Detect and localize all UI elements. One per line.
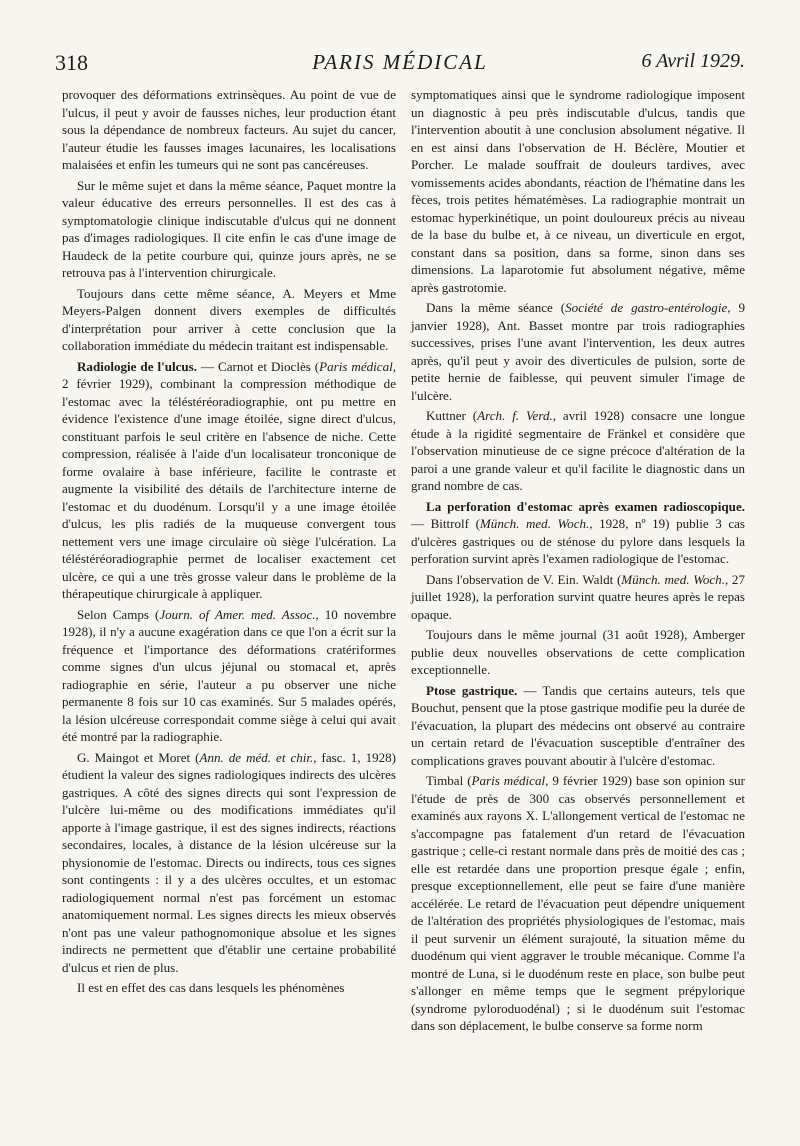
section-heading: La perforation d'estomac après examen radioscopique. [426, 498, 745, 514]
page-number: 318 [55, 50, 88, 75]
journal-title: PARIS MÉDICAL [312, 50, 488, 74]
citation: Münch. med. Woch. [479, 516, 590, 531]
paragraph: Dans la même séance (Société de gastro-entérologie, 9 janvier 1928), Ant. Basset montre par trois radiographies successives, prises l'une avant l'intervention, les deux autres après, qu'il peut y avoir des diverticules de pulsion, sorte de petite hernie de faiblesse, qui peuvent simuler l'image de l'ulcère. [411, 300, 745, 403]
paragraph: Toujours dans le même journal (31 août 1928), Amberger publie deux nouvelles observations de cette complication exceptionnelle. [411, 627, 745, 677]
paragraph: Ptose gastrique. — Tandis que certains auteurs, tels que Bouchut, pensent que la ptose gastrique modifie peu la durée de l'évacuation, la plupart des médecins ont observé au contraire un certain retard de l'évacuation susceptible d'entraîner des complications graves pouvant aboutir à l'ulcère d'estomac. [411, 682, 745, 768]
page-header [55, 50, 745, 86]
paragraph: Selon Camps (Journ. of Amer. med. Assoc., 10 novembre 1928), il n'y a aucune exagération dans ce que l'on a écrit sur la fréquence et l'importance des déformations cratériformes comme signes d'un ulcus jéjunal ou stomacal et, après radiographie en série, l'auteur a pu observer une niche permanente 8 fois sur 10 cas examinés. Sur 5 malades opérés, la lésion ulcéreuse correspondait comme siège à celui qui avait été montré par la radiographie. [62, 606, 396, 744]
paragraph: Timbal (Paris médical, 9 février 1929) base son opinion sur l'étude de près de 300 cas observés personnellement et examinés aux rayons X. L'allongement vertical de l'estomac ne s'accompagne pas fatalement d'un retard de l'évacuation gastrique ; celle-ci restant normale dans près de moitié des cas ; elle est retardée dans une proportion presque égale ; enfin, presque exceptionnellement, elle peut se faire d'une manière accélérée. Le retard de l'évacuation peut dépendre uniquement de l'altération des propriétés physiologiques de l'estomac, mais il peut survenir un élément surajouté, la situation même du duodénum qui vient aggraver le trouble mécanique. Comme l'a montré de Luna, si le duodénum reste en place, son bulbe peut s'allonger en même temps que le segment prépylorique (syndrome pyloroduodénal) ; si le duodénum suit l'estomac dans son déplacement, le bulbe conserve sa forme norm [411, 773, 745, 1033]
citation: Paris médical [471, 773, 546, 788]
paragraph: provoquer des déformations extrinsèques. Au point de vue de l'ulcus, il peut y avoir de fausses niches, leur production étant sous la dépendance de nombreux facteurs. Au sujet du cancer, l'auteur étudie les fausses images lacunaires, les localisations malaisées et enfin les tumeurs qui ne sont pas cancéreuses. [62, 87, 396, 172]
paragraph: Il est en effet des cas dans lesquels les phénomènes [77, 980, 345, 995]
paragraph: Dans l'observation de V. Ein. Waldt (Münch. med. Woch., 27 juillet 1928), la perforation survint quatre heures après le repas opaque. [411, 571, 745, 622]
paragraph: La perforation d'estomac après examen radioscopique. — Bittrolf (Münch. med. Woch., 1928, nº 19) publie 3 cas d'ulcères gastriques ou de sténose du pylore dans lesquels la perforation survint après l'examen radiologique de l'estomac. [411, 498, 745, 566]
citation: Journ. of Amer. med. Assoc. [159, 606, 316, 622]
paragraph: Kuttner (Arch. f. Verd., avril 1928) consacre une longue étude à la rigidité segmentaire de Fränkel et considère que l'observation minutieuse de ce signe précoce d'altération de la paroi a une grande valeur et qu'il facilite le diagnostic dans un grand nombre de cas. [411, 408, 745, 493]
section-heading: Ptose gastrique. [426, 682, 518, 698]
paragraph: symptomatiques ainsi que le syndrome radiologique imposent un diagnostic à peu près indiscutable d'ulcus, tandis que l'intervention aboutit à une conclusion absolument négative. Il en est ainsi dans l'observation de H. Béclère, Moutier et Porcher. Le malade souffrait de douleurs tardives, avec vomissements acides abondants, réaction de l'hématine dans les fèces, trois petites hématémèses. La radiographie montrait un estomac hyperkinétique, un point douloureux précis au niveau de la base du bulbe et, à ce niveau, un diverticule en ergot, constant dans sa position, dans sa forme, sinon dans ses dimensions. La laparotomie fut absolument négative, même après gastrotomie. [411, 87, 745, 295]
left-column [62, 86, 396, 1000]
right-column [411, 86, 745, 1038]
paragraph: Radiologie de l'ulcus. — Carnot et Dioclès (Paris médical, 2 février 1929), combinant la compression méthodique de l'estomac avec la téléstéréoradiographie, ont pu mettre en évidence l'existence d'une image étoilée, signe direct d'ulcus, constituant parfois le seul critère en l'absence de niche. Cette compression, réalisée à l'aide d'un localisateur tronconique de forme ovalaire à base inférieure, facilite le contraste et augmente la visibilité des détails de l'architecture interne de l'estomac et du duodénum. Lorsqu'il y a une image étoilée d'ulcus, les plis radiés de la muqueuse convergent tous nettement vers une image circulaire où siège l'ulcération. La téléstéréoradiographie permet de localiser exactement cet ulcère, ce qui a une très grosse valeur dans le problème de la thérapeutique chirurgicale à appliquer. [62, 358, 396, 601]
paragraph: Sur le même sujet et dans la même séance, Paquet montre la valeur éducative des erreurs personnelles. Il est des cas à symptomatologie clinique indiscutable d'ulcus qui ne donnent pas d'images radiologiques. Il cite enfin le cas d'une image de Haudeck de la petite courbure qui, quinze jours après, ne se retrouva pas à l'intervention chirurgicale. [62, 177, 396, 280]
issue-date: 6 Avril 1929. [641, 50, 745, 72]
citation: Société de gastro-entérologie [565, 300, 728, 315]
section-heading: Radiologie de l'ulcus. [77, 358, 197, 374]
citation: Ann. de méd. et chir. [199, 749, 314, 765]
paragraph: Toujours dans cette même séance, A. Meyers et Mme Meyers-Palgen donnent divers exemples de difficultés d'interprétation pour arriver à cette conclusion que la collaboration immédiate du médecin traitant est indispensable. [62, 285, 396, 353]
paragraph: G. Maingot et Moret (Ann. de méd. et chir., fasc. 1, 1928) étudient la valeur des signes radiologiques indirects des ulcères gastriques. A côté des signes directs qui sont l'expression de l'ulcère lui-même ou des modifications immédiates qu'il apporte à l'image gastrique, il est des signes indirects, réactions secondaires, locales, à distance de la lésion ulcéreuse sur la physionomie de l'estomac. Directs ou indirects, tous ces signes sont contingents : il y a des ulcères occultes, et un estomac radiologiquement normal n'est pas forcément un estomac anatomiquement normal. Les signes directs les mieux observés n'ont pas une valeur pathognomonique absolue et les signes indirects ne permettent que d'établir une certaine probabilité d'ulcus et rien de plus. [62, 749, 397, 975]
citation: Münch. med. Woch. [621, 571, 725, 587]
citation: Arch. f. Verd. [477, 408, 553, 423]
citation: Paris médical [319, 358, 393, 374]
